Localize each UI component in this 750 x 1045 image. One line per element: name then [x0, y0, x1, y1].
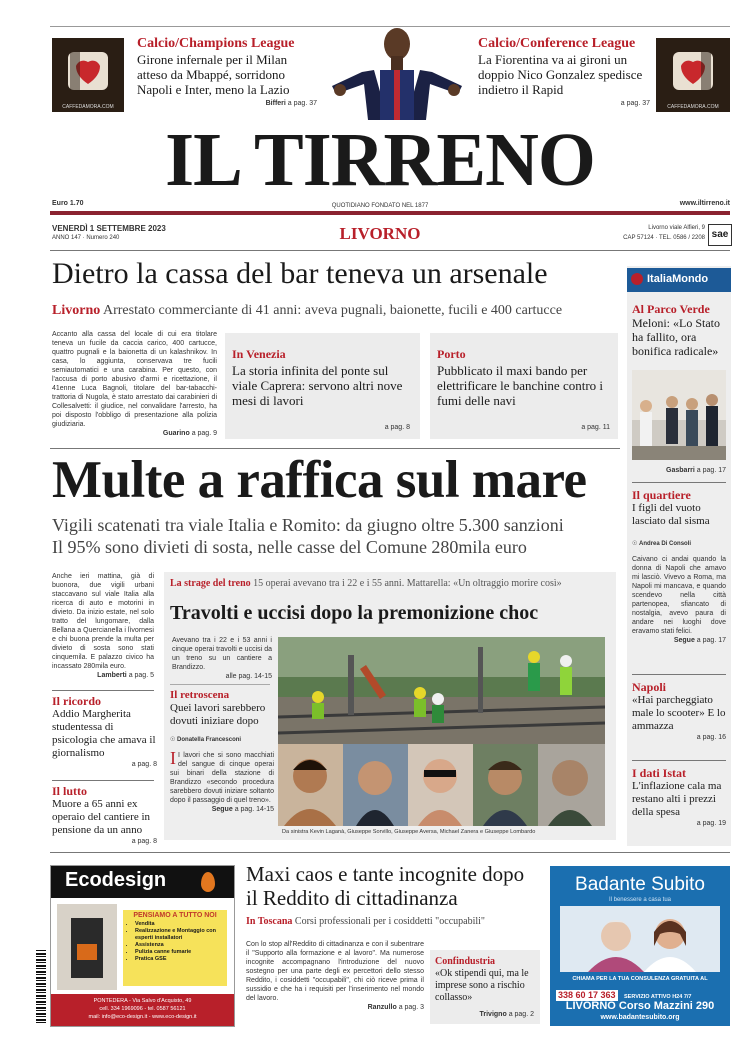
ecodesign-item: • Pulizia canne fumarie	[135, 949, 227, 956]
ecodesign-promo-box	[123, 910, 227, 986]
strage-kicker-line	[170, 578, 615, 590]
coffee-logo-caption: CAFFEDAMORA.COM	[62, 104, 114, 110]
retroscena-author: ☉ Donatella Francesconi	[170, 737, 242, 743]
story1-kicker: Livorno	[52, 303, 101, 318]
ecodesign-ad[interactable]	[50, 865, 235, 1027]
ecodesign-item: • Realizzazione e Montaggio con esperti installatori	[135, 928, 227, 942]
badante-web[interactable]: www.badantesubito.org	[600, 1014, 680, 1021]
football-player-photo	[322, 14, 472, 120]
address-line-1: Livorno viale Alfieri, 9	[648, 225, 705, 231]
strage-headline[interactable]: Travolti e uccisi dopo la premonizione choc	[170, 602, 539, 624]
price: Euro 1.70	[52, 200, 84, 207]
ricordo-page: a pag. 8	[131, 761, 157, 768]
box-porto-page: a pag. 11	[581, 424, 610, 431]
quartiere-body: Caivano ci andai quando la donna di Napoli che amavo mi lasciò. Vivevo a Roma, ma Napoli mi mancava, e quando scendevo nella città partenopea, sfiancato di nostalgia, avevo paura di andare nei luoghi dove eravamo stati felici. Segue a pag. 17	[632, 556, 726, 644]
teaser-right-page: a pag. 37	[620, 100, 650, 107]
strage-page: alle pag. 14-15	[225, 673, 272, 680]
main-page: a pag. 5	[128, 672, 154, 679]
main-subhead-2: Il 95% sono divieti di sosta, nelle casse del Comune 280mila euro	[52, 537, 527, 557]
sae-logo: sae	[708, 224, 732, 246]
confind-text: «Ok stipendi qui, ma le imprese sono a rischio collasso»	[435, 968, 529, 1003]
coffee-cup-icon	[52, 38, 124, 98]
flame-icon	[201, 872, 215, 892]
badante-call: CHIAMA PER LA TUA CONSULENZA GRATUITA AL	[572, 976, 708, 982]
quartiere-author: ☉ Andrea Di Consoli	[632, 541, 692, 547]
ecodesign-footer	[51, 994, 234, 1026]
teaser-left-author: Bifferi	[265, 100, 286, 107]
stove-image	[57, 904, 117, 990]
founded-line: QUOTIDIANO FONDATO NEL 1877	[331, 203, 429, 209]
sidebar-parco-verde[interactable]	[632, 302, 730, 358]
parco-text: Meloni: «Lo Stato ha fallito, ora bonifica radicale»	[632, 316, 720, 358]
badante-phone[interactable]: 338 60 17 363	[558, 990, 616, 1000]
istat-page: a pag. 19	[696, 820, 726, 827]
masthead-title[interactable]: IL TIRRENO	[165, 118, 595, 202]
box-porto[interactable]	[430, 333, 618, 439]
teaser-left-text: Girone infernale per il Milan atteso da Mbappé, sorridono Napoli e Inter, meno la Lazio	[137, 52, 290, 97]
coffee-cup-icon	[656, 38, 730, 98]
story1-headline[interactable]: Dietro la cassa del bar teneva un arsenale	[52, 257, 548, 290]
victims-caption: Da sinistra Kevin Laganà, Giuseppe Sorvillo, Giuseppe Aversa, Michael Zanera e Giuseppe Lombardo	[282, 829, 536, 835]
confindustria-box[interactable]	[430, 950, 540, 1024]
badante-brand: Badante Subito	[575, 874, 705, 895]
story1-page: a pag. 9	[191, 430, 217, 437]
meloni-photo	[632, 370, 726, 460]
lutto-page: a pag. 8	[131, 838, 157, 845]
edition-name: LIVORNO	[339, 224, 421, 243]
badante-service: SERVIZIO ATTIVO H24 7/7	[624, 994, 692, 1000]
badante-address: LIVORNO Corso Mazzini 290	[565, 1000, 715, 1012]
strage-body: Avevano tra i 22 e i 53 anni i cinque operai travolti e uccisi da un treno su un cantiere a Brandizzo. alle pag. 14-15	[172, 637, 272, 680]
website[interactable]: www.iltirreno.it	[679, 200, 730, 207]
box-venezia[interactable]	[225, 333, 420, 439]
box-venezia-page: a pag. 8	[384, 424, 410, 431]
coffee-logo-caption: CAFFEDAMORA.COM	[667, 104, 719, 110]
dateline-issue: ANNO 147 · Numero 240	[52, 235, 120, 241]
lutto-kicker: Il lutto	[52, 784, 88, 798]
badante-ad[interactable]	[550, 866, 730, 1026]
ecodesign-footer-1: PONTEDERA - Via Salvo d'Acquisto, 49	[93, 998, 192, 1004]
reddito-body: Con lo stop all'Reddito di cittadinanza e con il subentrare il "Supporto alla formazione e al lavoro". Ma numerose incognite accompagnano l'introduzione del nuovo sostegno per una parte degli ex percettori dello stesso Reddito, i cosiddetti "occupabili", chi ciò riceve prima il sussidio e che ha i requisiti per l'inserimento nel mondo del lavoro. Ranzullo a pag. 3	[246, 941, 424, 1011]
sidebar-napoli[interactable]	[632, 680, 730, 742]
box-venezia-text: La storia infinita del ponte sul viale Caprera: servono altri nove mesi di lavori	[232, 363, 403, 408]
teaser-left-title: Calcio/Champions League	[137, 36, 295, 51]
ricordo[interactable]	[52, 694, 157, 769]
retroscena-text: Quei lavori sarebbero dovuti iniziare dopo	[170, 702, 266, 727]
train-accident-photo	[278, 637, 605, 744]
quartiere-text: I figli del vuoto lasciato dal sisma	[632, 502, 710, 527]
dateline-date: VENERDÌ 1 SETTEMBRE 2023	[52, 224, 166, 233]
ecodesign-footer-2: cell. 334 1969096 - tel. 0587 56121	[99, 1006, 186, 1012]
parco-kicker: Al Parco Verde	[632, 302, 710, 316]
strage-kicker: La strage del treno	[170, 578, 251, 589]
box-porto-kicker: Porto	[437, 347, 466, 361]
main-body: Anche ieri mattina, già di buonora, due vigili urbani staccavano sul viale Italia alla ricerca di auto e motorini in divieto. Da inizio estate, nel solo tratto del lungomare, dalla Bellana a Quercianella i lìvornesi e chi buona prende la multa per divieto di sosta sono stati cinquemila. E palazzo civico ha incassato 280mila euro. Lamberti a pag. 5	[52, 573, 154, 679]
story1-subhead	[52, 302, 622, 320]
badante-phone-row	[556, 985, 726, 1000]
main-subhead-1: Vigili scatenati tra viale Italia e Romito: da giugno oltre 5.300 sanzioni	[52, 515, 564, 535]
istat-text: L'inflazione cala ma restano alti i prezzi della spesa	[632, 780, 722, 818]
lutto[interactable]	[52, 784, 157, 846]
main-author: Lamberti	[97, 672, 127, 679]
victims-portraits	[278, 744, 605, 826]
badante-photo	[560, 906, 720, 972]
napoli-text: «Hai parcheggiato male lo scooter» E lo ammazza	[632, 694, 726, 732]
quartiere-kicker: Il quartiere	[632, 488, 691, 502]
teaser-left[interactable]	[137, 36, 317, 108]
reddito-author: Ranzullo	[367, 1004, 397, 1011]
ecodesign-footer-3: mail: info@eco-design.it - www.eco-design.it	[88, 1014, 197, 1020]
ecodesign-promo: PENSIAMO A TUTTO NOI	[133, 912, 217, 919]
masthead-red-rule	[50, 211, 730, 215]
retroscena-kicker: Il retroscena	[170, 689, 230, 701]
istat-kicker: I dati Istat	[632, 766, 687, 780]
ricordo-kicker: Il ricordo	[52, 694, 101, 708]
teaser-left-page: a pag. 37	[287, 100, 317, 107]
ricordo-text: Addio Margherita studentessa di psicologia che amava il giornalismo	[52, 708, 156, 759]
ecodesign-header	[51, 866, 234, 898]
ecodesign-brand: Ecodesign	[65, 869, 167, 891]
reddito-headline[interactable]: Maxi caos e tante incognite dopo il Reddito di cittadinanza	[246, 862, 525, 910]
confind-kicker: Confindustria	[435, 956, 496, 967]
ecodesign-item: • Pratica GSE	[135, 956, 227, 963]
sidebar-header-label: ItaliaMondo	[647, 273, 709, 285]
napoli-kicker: Napoli	[632, 680, 667, 694]
retroscena[interactable]	[170, 688, 274, 814]
globe-icon	[631, 273, 643, 285]
barcode	[36, 950, 46, 1025]
address-line-2: CAP 57124 · TEL. 0586 / 2208	[623, 235, 705, 241]
story1-subhead-text: Arrestato commerciante di 41 anni: aveva pugnali, baionette, fucili e 400 cartucce	[102, 303, 563, 318]
box-porto-text: Pubblicato il maxi bando per elettrificare le banchine contro i fumi delle navi	[437, 363, 604, 408]
teaser-right-title: Calcio/Conference League	[478, 36, 636, 51]
strage-kicker-text: 15 operai avevano tra i 22 e i 55 anni. Mattarella: «Un oltraggio morire così»	[253, 578, 562, 589]
confind-byline: Trivigno a pag. 2	[479, 1011, 534, 1018]
coffee-logo-left[interactable]	[52, 38, 124, 112]
ecodesign-item: • Vendita	[135, 921, 227, 928]
reddito-kicker: In Toscana	[246, 916, 293, 927]
sidebar-header[interactable]	[627, 268, 731, 292]
sidebar-istat[interactable]	[632, 766, 730, 828]
ecodesign-items	[123, 921, 227, 963]
coffee-logo-right[interactable]	[656, 38, 730, 112]
story1-author: Guarino	[162, 430, 190, 437]
story1-body: Accanto alla cassa del locale di cui era titolare teneva un fucile da caccia carico, 400 cartucce, quattro pugnali e la baionetta di un kalashnikov. In casa, lo aggiunta, conservava tre fucili semiautomatici e una carabina. Per questo, con l'accusa di porto abusivo d'armi e ricettazione, il 41enne Luca Bagnoli, titolare del bar-tabacchi-trattoria di Nugola, è stato arrestato dai carabinieri di Collesalvetti: il giudice, nel convalidare l'arresto, ha poi disposto l'obbligo di presentazione alla polizia giudiziaria. Guarino a pag. 9	[52, 331, 217, 437]
reddito-page: a pag. 3	[398, 1004, 424, 1011]
box-venezia-kicker: In Venezia	[232, 347, 286, 361]
napoli-page: a pag. 16	[696, 734, 726, 741]
sidebar-quartiere[interactable]	[632, 488, 730, 645]
lutto-text: Muore a 65 anni ex operaio del cantiere in pensione da un anno	[52, 798, 151, 836]
retroscena-body: I I lavori che si sono macchiati del sangue di cinque operai sui binari della stazione di Brandizzo «secondo procedura sarebbero dovuti iniziare soltanto dopo il passaggio di quel treno». Segue a pag. 14-15	[170, 748, 274, 813]
teaser-right-text: La Fiorentina va ai gironi un doppio Nico Gonzalez spedisce indietro il Rapid	[478, 52, 643, 97]
teaser-right[interactable]	[478, 36, 650, 108]
ecodesign-item: • Assistenza	[135, 942, 227, 949]
reddito-subhead-text: Corsi professionali per i cosiddetti "occupabili"	[294, 916, 485, 927]
reddito-subhead	[246, 916, 540, 928]
badante-tagline: Il benessere a casa tua	[608, 897, 672, 903]
parco-byline: Gasbarri a pag. 17	[666, 467, 726, 474]
main-headline[interactable]: Multe a raffica sul mare	[52, 451, 587, 509]
